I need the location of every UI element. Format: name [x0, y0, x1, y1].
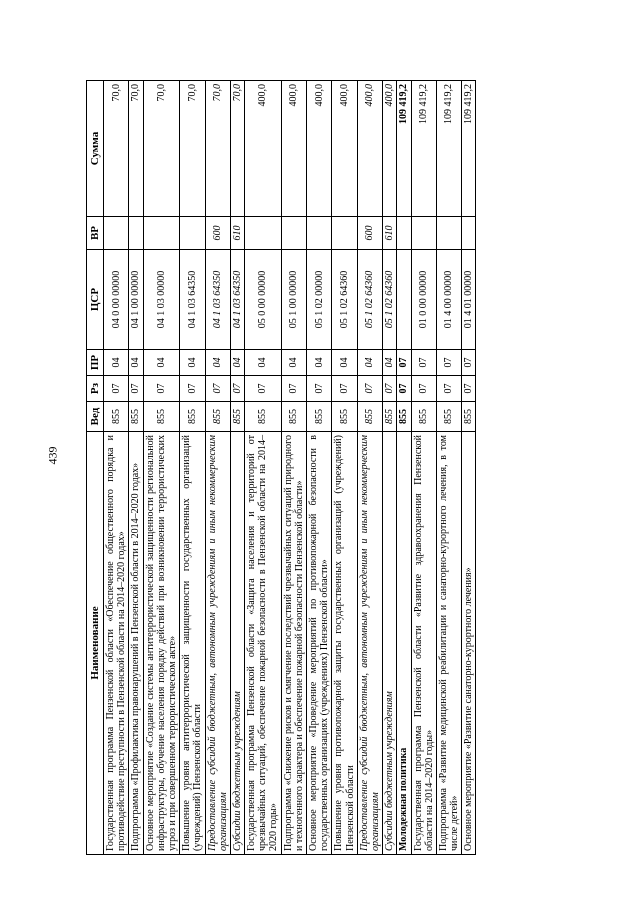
cell-csr: 04 0 00 00000 [104, 250, 129, 350]
cell-ved: 855 [436, 402, 461, 432]
cell-pr: 07 [462, 350, 476, 376]
cell-sum: 70,0 [143, 81, 180, 217]
cell-ved: 855 [205, 402, 230, 432]
cell-rz: 07 [462, 376, 476, 402]
cell-csr: 05 1 02 64360 [332, 250, 357, 350]
cell-name: Основное мероприятие «Создание системы антитеррористической защищенности региональной инфраструктуры, обучение населения порядку действий при возникновении террористических угроз и при совершенном террористическом акте» [143, 432, 180, 855]
cell-rz: 07 [230, 376, 244, 402]
cell-ved: 855 [129, 402, 143, 432]
cell-rz: 07 [129, 376, 143, 402]
cell-sum: 70,0 [104, 81, 129, 217]
cell-ved: 855 [397, 402, 411, 432]
table-row [104, 81, 129, 855]
cell-sum: 70,0 [230, 81, 244, 217]
cell-name: Предоставление субсидий бюджетным, автономным учреждениям и иным некоммерческим организациям [357, 432, 382, 855]
cell-pr: 04 [104, 350, 129, 376]
cell-ved: 855 [383, 402, 397, 432]
cell-pr: 07 [436, 350, 461, 376]
cell-rz: 07 [332, 376, 357, 402]
table-row [307, 81, 332, 855]
cell-ved: 855 [332, 402, 357, 432]
cell-pr: 04 [205, 350, 230, 376]
cell-pr: 04 [143, 350, 180, 376]
cell-vr [436, 217, 461, 250]
table-header-row [87, 81, 104, 855]
cell-pr: 07 [411, 350, 436, 376]
cell-vr: 610 [230, 217, 244, 250]
cell-name: Основное мероприятие «Проведение мероприятий по противопожарной безопасности в государственных организациях (учреждениях) Пензенской области» [307, 432, 332, 855]
page-number: 439 [45, 446, 60, 465]
budget-table-container [86, 81, 476, 855]
cell-sum: 400,0 [332, 81, 357, 217]
cell-pr: 04 [230, 350, 244, 376]
cell-rz: 07 [104, 376, 129, 402]
cell-vr [104, 217, 129, 250]
table-body [104, 81, 476, 855]
cell-name: Предоставление субсидий бюджетным, автономным учреждениям и иным некоммерческим организациям [205, 432, 230, 855]
cell-ved: 855 [462, 402, 476, 432]
cell-name: Подпрограмма «Развитие медицинской реабилитации и санаторно-курортного лечения, в том числе детей» [436, 432, 461, 855]
cell-name: Основное мероприятие «Развитие санаторно-курортного лечения» [462, 432, 476, 855]
table-row [143, 81, 180, 855]
table-row [411, 81, 436, 855]
cell-sum: 70,0 [180, 81, 205, 217]
cell-sum: 109 419,2 [436, 81, 461, 217]
cell-rz: 07 [205, 376, 230, 402]
cell-csr: 04 1 03 64350 [205, 250, 230, 350]
cell-name: Государственная программа Пензенской области «Защита населения и территорий от чрезвычайных ситуаций, обеспечение пожарной безопасности в Пензенской области на 2014–2020 годы» [245, 432, 282, 855]
cell-rz: 07 [307, 376, 332, 402]
cell-vr: 600 [357, 217, 382, 250]
cell-vr [307, 217, 332, 250]
table-row [129, 81, 143, 855]
table-row [436, 81, 461, 855]
header-rz: Рз [87, 376, 104, 402]
cell-ved: 855 [411, 402, 436, 432]
cell-csr: 01 4 01 00000 [462, 250, 476, 350]
cell-ved: 855 [143, 402, 180, 432]
cell-name: Субсидии бюджетным учреждениям [230, 432, 244, 855]
cell-name: Повышение уровня противопожарной защиты государственных организаций (учреждений) Пензенской области [332, 432, 357, 855]
cell-csr: 05 1 02 64360 [357, 250, 382, 350]
cell-name: Молодежная политика [397, 432, 411, 855]
cell-csr: 04 1 03 00000 [143, 250, 180, 350]
cell-name: Повышение уровня антитеррористической защищенности государственных организаций (учреждений) Пензенской области [180, 432, 205, 855]
cell-csr: 01 0 00 00000 [411, 250, 436, 350]
cell-sum: 400,0 [357, 81, 382, 217]
cell-sum: 400,0 [307, 81, 332, 217]
cell-pr: 04 [307, 350, 332, 376]
cell-rz: 07 [143, 376, 180, 402]
cell-vr: 600 [205, 217, 230, 250]
cell-pr: 04 [332, 350, 357, 376]
cell-rz: 07 [411, 376, 436, 402]
cell-pr: 04 [281, 350, 306, 376]
cell-name: Подпрограмма «Профилактика правонарушений в Пензенской области в 2014–2020 годах» [129, 432, 143, 855]
cell-name: Государственная программа Пензенской области «Обеспечение общественного порядка и противодействие преступности в Пензенской области на 2014–2020 годах» [104, 432, 129, 855]
table-row [245, 81, 282, 855]
cell-pr: 04 [180, 350, 205, 376]
cell-pr: 04 [245, 350, 282, 376]
cell-vr [397, 217, 411, 250]
cell-ved: 855 [281, 402, 306, 432]
cell-pr: 04 [357, 350, 382, 376]
cell-sum: 70,0 [129, 81, 143, 217]
header-name: Наименование [87, 432, 104, 855]
cell-sum: 109 419,2 [462, 81, 476, 217]
cell-sum: 109 419,2 [397, 81, 411, 217]
cell-vr [462, 217, 476, 250]
table-row [462, 81, 476, 855]
table-row [281, 81, 306, 855]
table-row [397, 81, 411, 855]
cell-csr: 04 1 03 64350 [180, 250, 205, 350]
cell-name: Государственная программа Пензенской области «Развитие здравоохранения Пензенской области на 2014–2020 годы» [411, 432, 436, 855]
cell-sum: 70,0 [205, 81, 230, 217]
cell-vr [129, 217, 143, 250]
cell-vr [245, 217, 282, 250]
cell-csr: 05 1 00 00000 [281, 250, 306, 350]
cell-csr: 05 1 02 64360 [383, 250, 397, 350]
header-sum: Сумма [87, 81, 104, 217]
cell-sum: 400,0 [383, 81, 397, 217]
header-vr: ВР [87, 217, 104, 250]
cell-csr [397, 250, 411, 350]
cell-vr [281, 217, 306, 250]
cell-csr: 01 4 00 00000 [436, 250, 461, 350]
cell-rz: 07 [357, 376, 382, 402]
cell-rz: 07 [436, 376, 461, 402]
table-row [383, 81, 397, 855]
cell-pr: 04 [383, 350, 397, 376]
table-row [180, 81, 205, 855]
cell-pr: 04 [129, 350, 143, 376]
cell-sum: 400,0 [281, 81, 306, 217]
cell-ved: 855 [104, 402, 129, 432]
cell-csr: 04 1 00 00000 [129, 250, 143, 350]
cell-sum: 109 419,2 [411, 81, 436, 217]
cell-ved: 855 [245, 402, 282, 432]
header-pr: ПР [87, 350, 104, 376]
cell-csr: 05 0 00 00000 [245, 250, 282, 350]
cell-vr [411, 217, 436, 250]
header-ved: Вед [87, 402, 104, 432]
cell-ved: 855 [180, 402, 205, 432]
cell-vr [332, 217, 357, 250]
cell-name: Субсидии бюджетным учреждениям [383, 432, 397, 855]
cell-sum: 400,0 [245, 81, 282, 217]
cell-rz: 07 [397, 376, 411, 402]
cell-ved: 855 [230, 402, 244, 432]
cell-ved: 855 [307, 402, 332, 432]
cell-vr [180, 217, 205, 250]
cell-csr: 04 1 03 64350 [230, 250, 244, 350]
cell-vr [143, 217, 180, 250]
cell-ved: 855 [357, 402, 382, 432]
cell-pr: 07 [397, 350, 411, 376]
header-csr: ЦСР [87, 250, 104, 350]
cell-rz: 07 [281, 376, 306, 402]
cell-rz: 07 [383, 376, 397, 402]
table-row [332, 81, 357, 855]
cell-vr: 610 [383, 217, 397, 250]
table-row [230, 81, 244, 855]
cell-rz: 07 [245, 376, 282, 402]
table-row [205, 81, 230, 855]
budget-table [86, 80, 476, 855]
cell-csr: 05 1 02 00000 [307, 250, 332, 350]
cell-name: Подпрограмма «Снижение рисков и смягчение последствий чрезвычайных ситуаций природного и техногенного характера и обеспечение пожарной безопасности Пензенской области» [281, 432, 306, 855]
cell-rz: 07 [180, 376, 205, 402]
table-row [357, 81, 382, 855]
